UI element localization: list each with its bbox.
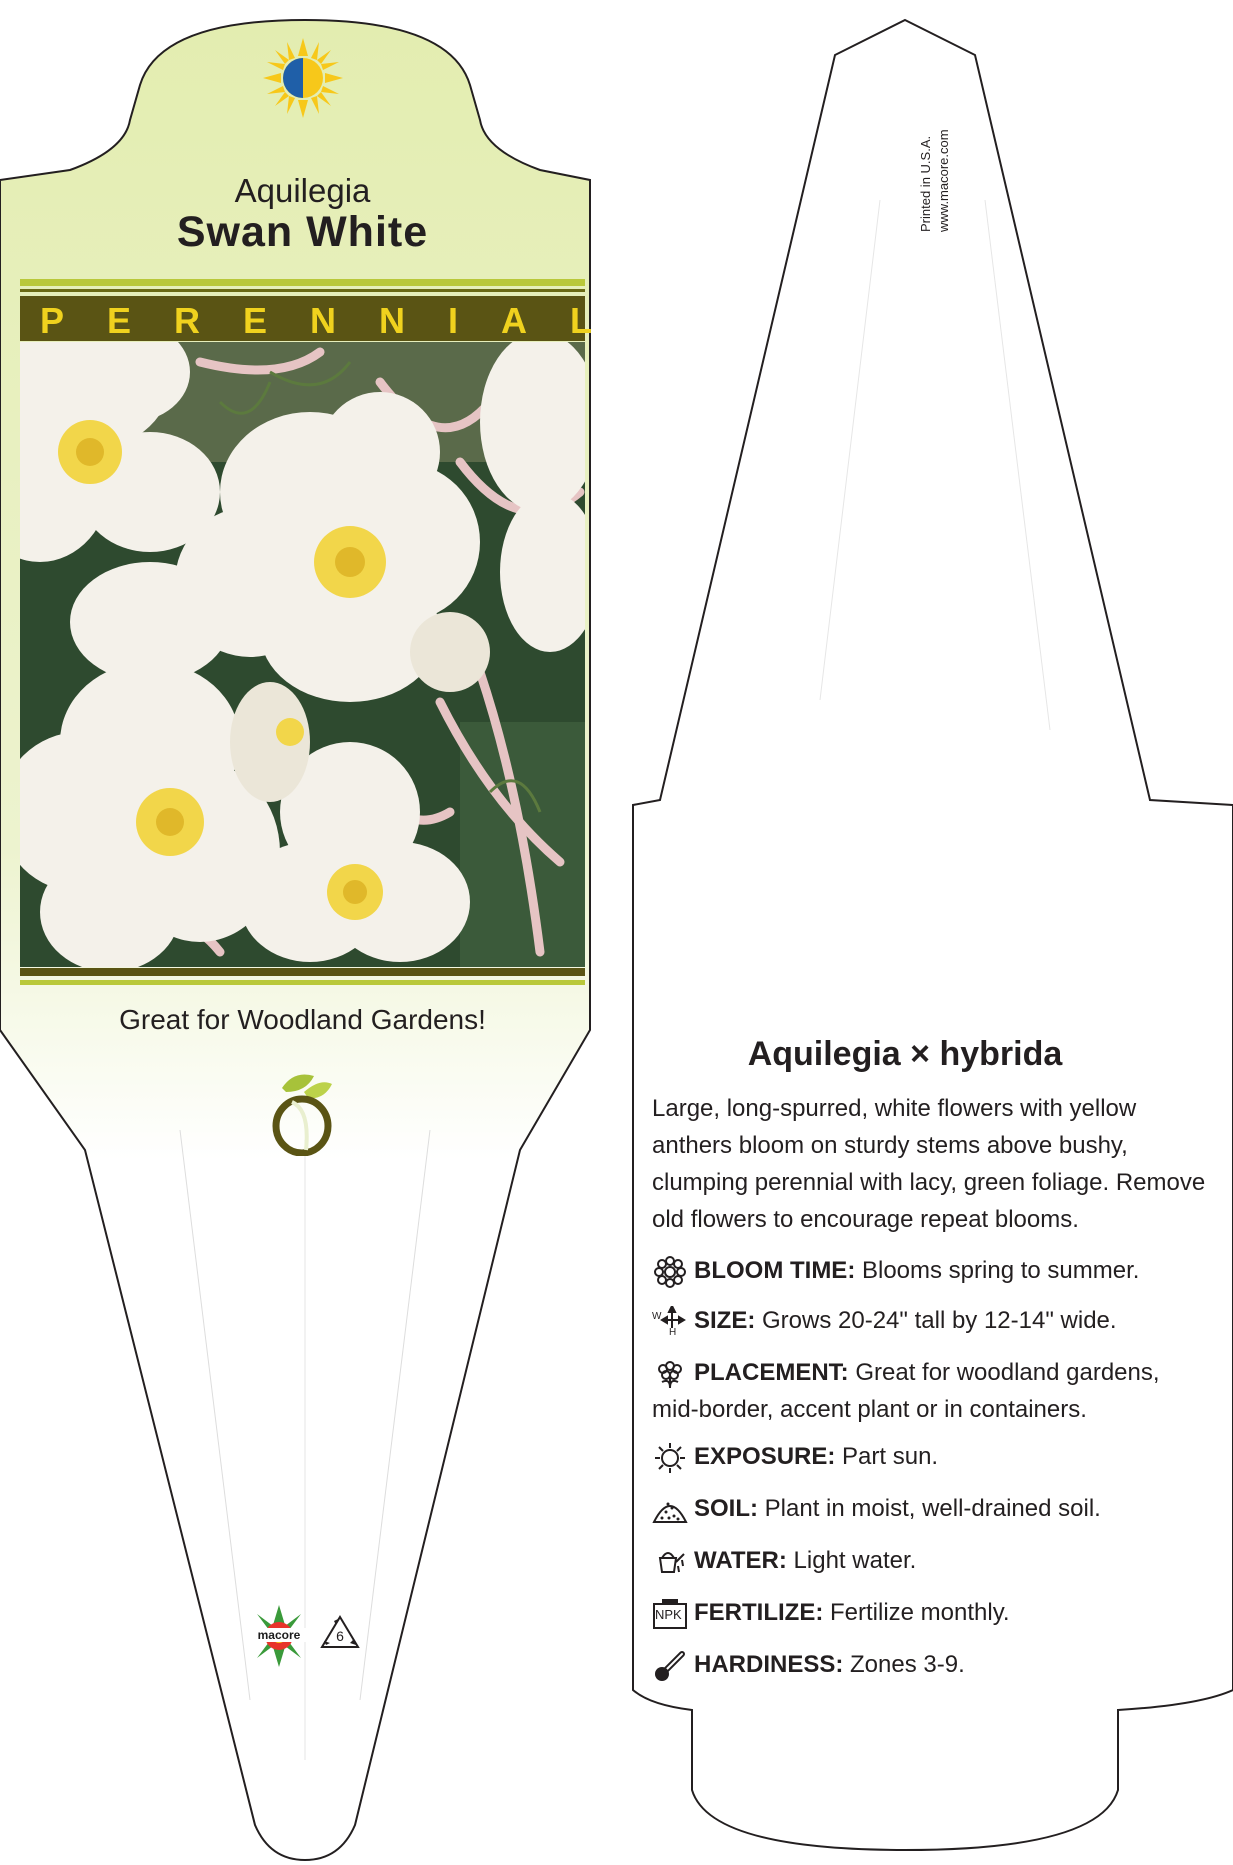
top-accent-band [20,279,585,286]
care-text: Blooms spring to summer. [861,1257,1140,1284]
care-text: Plant in moist, well-drained soil. [764,1495,1101,1522]
printed-in-label: Printed in U.S.A. [918,135,933,232]
plant-genus: Aquilegia [234,172,371,209]
care-label: FERTILIZE: [694,1599,824,1626]
care-row-hardiness [652,1646,1212,1683]
care-text: Light water. [793,1547,917,1574]
sprout-logo-icon [270,1070,334,1156]
care-label: HARDINESS: [694,1651,844,1678]
flower-icon [652,1256,688,1288]
care-text: Great for woodland gardens, mid-border, accent plant or in containers. [652,1359,1160,1423]
care-text: Part sun. [842,1443,939,1470]
category-label: PERENNIAL [40,300,636,341]
bottom-dark-band [20,968,585,976]
macore-logo-text: macore [246,1628,312,1642]
sun-icon [652,1442,688,1474]
size-width-letter: W [652,1310,662,1322]
care-label: SIZE: [694,1307,756,1334]
plant-icon [652,1358,688,1390]
watering-can-icon [652,1546,688,1578]
care-label: BLOOM TIME: [694,1257,856,1284]
care-text: Grows 20-24" tall by 12-14" wide. [762,1307,1117,1334]
npk-icon [652,1598,688,1630]
tagline: Great for Woodland Gardens! [119,1004,486,1035]
npk-label: NPK [655,1606,682,1622]
top-dark-line [20,289,585,292]
bottom-accent-band [20,980,585,985]
care-label: PLACEMENT: [694,1359,849,1386]
care-text: Fertilize monthly. [830,1599,1010,1626]
soil-icon [652,1494,688,1526]
size-icon [652,1306,688,1338]
thermometer-icon [652,1650,688,1682]
care-row-water [652,1542,1212,1579]
plant-photo [20,342,585,967]
care-label: WATER: [694,1547,787,1574]
care-row-soil [652,1490,1212,1527]
botanical-name: Aquilegia × hybrida [747,1035,1063,1073]
care-row-bloom-time [652,1252,1212,1289]
recycle-code: 6 [336,1628,344,1644]
care-row-fertilize [652,1594,1212,1631]
sun-exposure-icon [263,38,343,118]
size-height-letter: H [669,1326,677,1338]
care-text: Zones 3-9. [850,1651,965,1678]
plant-description: Large, long-spurred, white flowers with yellow anthers bloom on sturdy stems above bushy, clumping perennial with lacy, green foliage. Remove old flowers to encourage repeat blooms. [652,1095,1206,1233]
care-row-placement [652,1354,1212,1428]
care-label: EXPOSURE: [694,1443,836,1470]
plant-cultivar: Swan White [176,208,429,256]
care-row-exposure [652,1438,1212,1475]
website-label: www.macore.com [936,129,951,232]
care-label: SOIL: [694,1495,758,1522]
care-row-size [652,1302,1212,1339]
